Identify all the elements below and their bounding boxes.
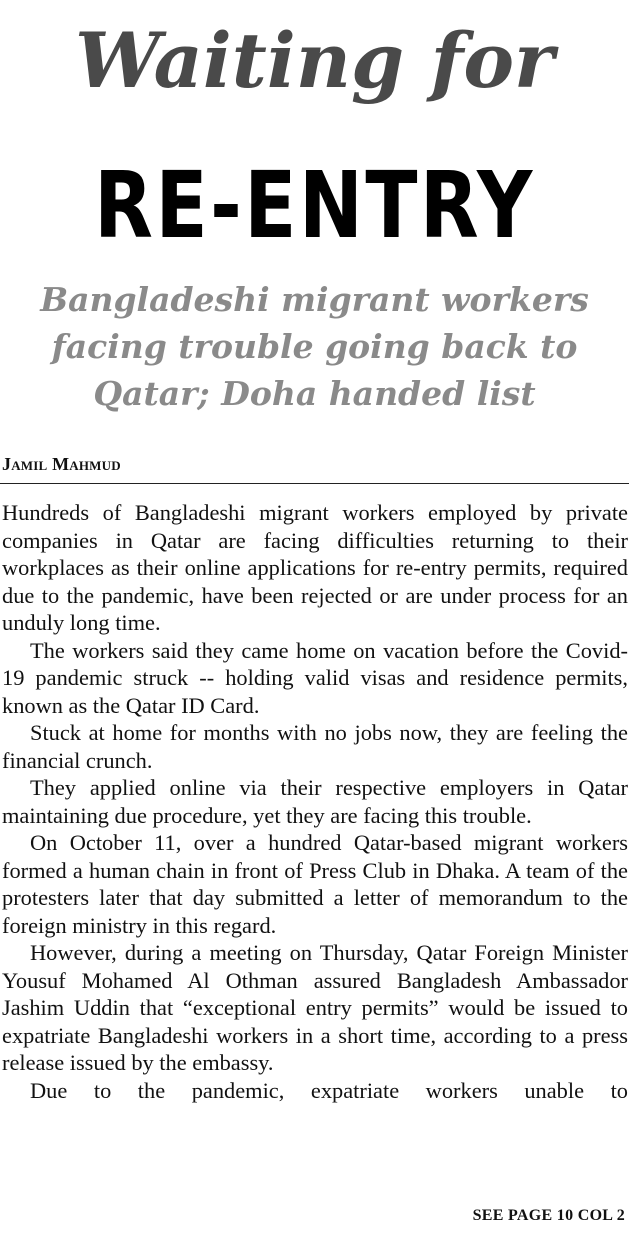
article-paragraph: Stuck at home for months with no jobs now, they are feeling the financial crunch.: [2, 720, 628, 773]
subheadline-line: facing trouble going back to: [51, 327, 578, 366]
article-paragraph: They applied online via their respective employers in Qatar maintaining due procedure, yet they are facing this trouble.: [2, 775, 628, 828]
subheadline-line: Bangladeshi migrant workers: [40, 280, 589, 319]
article-body: [2, 499, 628, 1104]
article-paragraph: However, during a meeting on Thursday, Qatar Foreign Minister Yousuf Mohamed Al Othman assured Bangladesh Ambassador Jashim Uddin that “exceptional entry permits” would be issued to expatriate Bangladeshi workers in a short time, according to a press release issued by the embassy.: [2, 940, 628, 1075]
headline-kicker: Waiting for: [74, 16, 555, 105]
headline-main: RE-ENTRY: [94, 152, 535, 259]
article-paragraph: Due to the pandemic, expatriate workers unable to: [30, 1077, 628, 1103]
byline: Jamil Mahmud: [2, 454, 121, 474]
article-paragraph: Hundreds of Bangladeshi migrant workers employed by private companies in Qatar are facing difficulties returning to their workplaces as their online applications for re-entry permits, required due to the pandemic, have been rejected or are under process for an unduly long time.: [2, 500, 628, 635]
continuation-jump-line[interactable]: SEE PAGE 10 COL 2: [472, 1207, 625, 1224]
article-paragraph: The workers said they came home on vacation before the Covid-19 pandemic struck -- holding valid visas and residence permits, known as the Qatar ID Card.: [2, 637, 628, 718]
subheadline: [10, 276, 619, 417]
byline-divider: [0, 483, 629, 484]
subheadline-line: Qatar; Doha handed list: [93, 374, 536, 413]
article-paragraph: On October 11, over a hundred Qatar-based migrant workers formed a human chain in front of Press Club in Dhaka. A team of the protesters later that day submitted a letter of memorandum to the foreign ministry in this regard.: [2, 830, 628, 938]
